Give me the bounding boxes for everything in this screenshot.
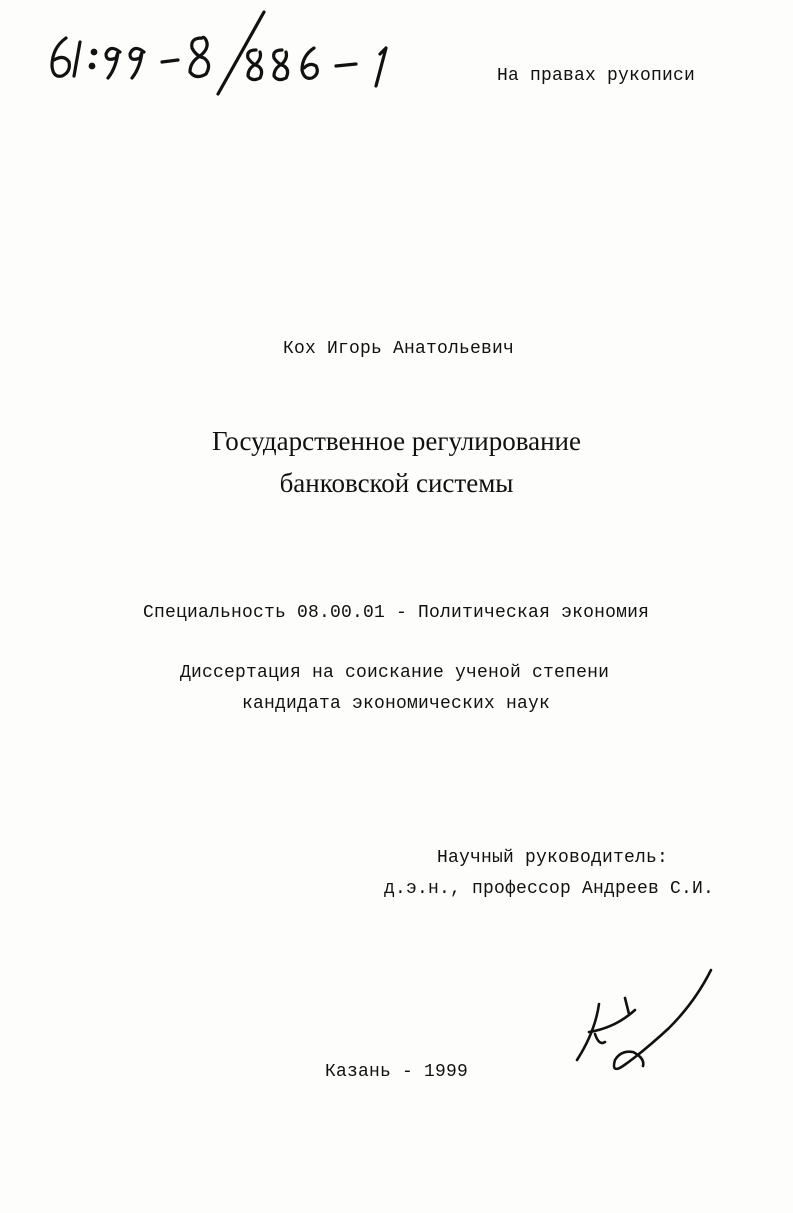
supervisor-name: д.э.н., профессор Андреев С.И. xyxy=(384,879,715,899)
handwritten-signature xyxy=(565,962,725,1082)
degree-statement-line-1: Диссертация на соискание ученой степени xyxy=(180,663,610,683)
rights-note: На правах рукописи xyxy=(497,66,696,86)
supervisor-label: Научный руководитель: xyxy=(437,848,669,868)
place-and-year: Казань - 1999 xyxy=(325,1062,469,1082)
dissertation-title-line-2: банковской системы xyxy=(279,468,514,498)
degree-statement-line-2: кандидата экономических наук xyxy=(242,694,551,714)
specialty-line: Специальность 08.00.01 - Политическая экономия xyxy=(143,603,650,623)
handwritten-archive-code xyxy=(44,8,424,98)
author-name: Кох Игорь Анатольевич xyxy=(283,339,515,359)
dissertation-title-line-1: Государственное регулирование xyxy=(212,426,581,456)
